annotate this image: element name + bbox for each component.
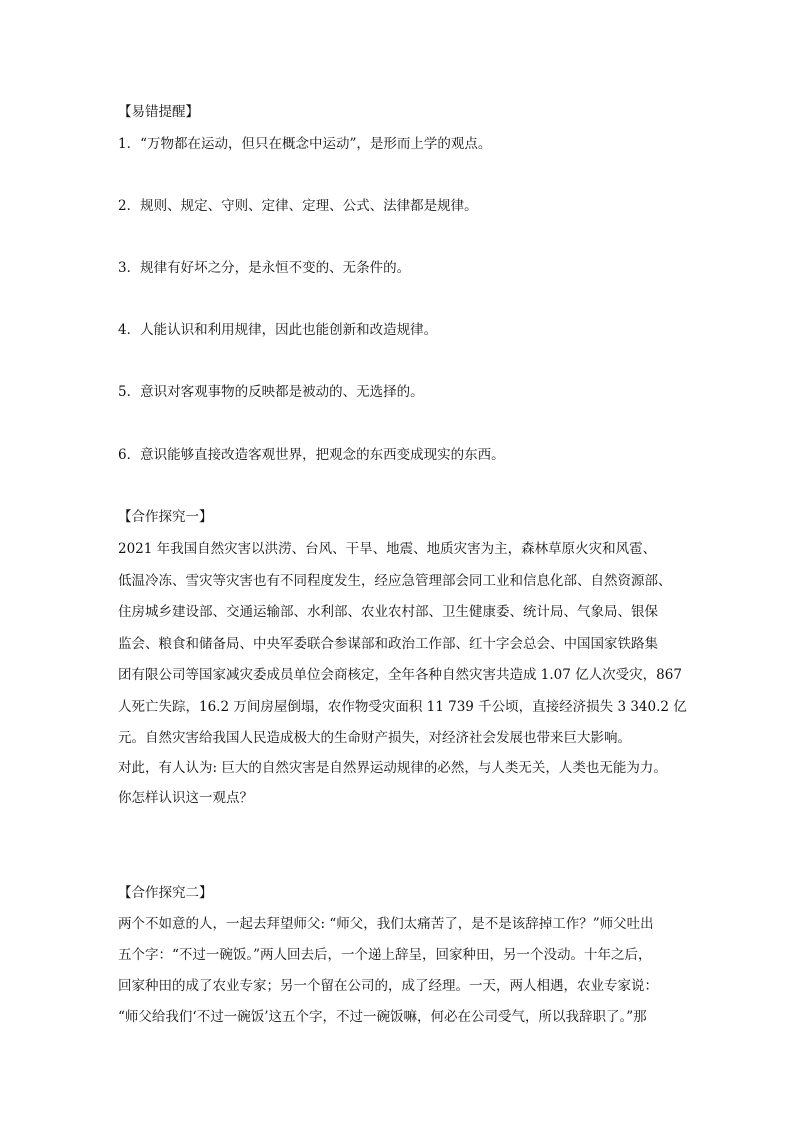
explore1-line: 对此，有人认为: 巨大的自然灾害是自然界运动规律的必然，与人类无关，人类也无能为力。: [118, 760, 667, 776]
mistake-item-6: 6．意识能够直接改造客观世界，把观念的东西变成现实的东西。: [118, 447, 505, 463]
explore2-line: 五个字：“不过一碗饭。”两人回去后，一个递上辞呈，回家种田，另一个没动。十年之后，: [118, 947, 652, 963]
explore2-heading: 【合作探究二】: [118, 885, 213, 901]
mistake-item-2: 2．规则、规定、守则、定律、定理、公式、法律都是规律。: [118, 198, 478, 214]
explore2-line: 回家种田的成了农业专家；另一个留在公司的，成了经理。一天，两人相遇，农业专家说：: [118, 978, 658, 994]
explore1-heading: 【合作探究一】: [118, 509, 213, 525]
explore1-line: 住房城乡建设部、交通运输部、水利部、农业农村部、卫生健康委、统计局、气象局、银保: [118, 604, 658, 620]
mistake-item-5: 5．意识对客观事物的反映都是被动的、无选择的。: [118, 384, 424, 400]
explore1-line: 你怎样认识这一观点？: [118, 790, 253, 806]
explore1-line: 监会、粮食和储备局、中央军委联合参谋部和政治工作部、红十字会总会、中国国家铁路集: [118, 636, 658, 652]
explore1-line: 2021 年我国自然灾害以洪涝、台风、干旱、地震、地质灾害为主，森林草原火灾和风雹、: [118, 541, 657, 557]
mistake-item-4: 4．人能认识和利用规律，因此也能创新和改造规律。: [118, 322, 438, 338]
explore1-line: 低温冷冻、雪灾等灾害也有不同程度发生，经应急管理部会同工业和信息化部、自然资源部、: [118, 573, 672, 589]
explore2-line: 两个不如意的人，一起去拜望师父: “师父，我们太痛苦了，是不是该辞掉工作？”师父吐出: [118, 916, 654, 932]
explore1-line: 人死亡失踪，16.2 万间房屋倒塌，农作物受灾面积 11 739 千公顷，直接经济损失 3 340.2 亿: [118, 699, 687, 715]
explore1-line: 元。自然灾害给我国人民造成极大的生命财产损失，对经济社会发展也带来巨大影响。: [118, 730, 631, 746]
mistakes-heading: 【易错提醒】: [118, 104, 199, 120]
mistake-item-3: 3．规律有好坏之分，是永恒不变的、无条件的。: [118, 260, 411, 276]
explore2-line: “师父给我们‘不过一碗饭’这五个字，不过一碗饭嘛，何必在公司受气，所以我辞职了。”那: [118, 1009, 647, 1025]
mistake-item-1: 1．“万物都在运动，但只在概念中运动”，是形而上学的观点。: [118, 136, 492, 152]
explore1-line: 团有限公司等国家减灾委成员单位会商核定，全年各种自然灾害共造成 1.07 亿人次受灾，867: [118, 667, 682, 683]
